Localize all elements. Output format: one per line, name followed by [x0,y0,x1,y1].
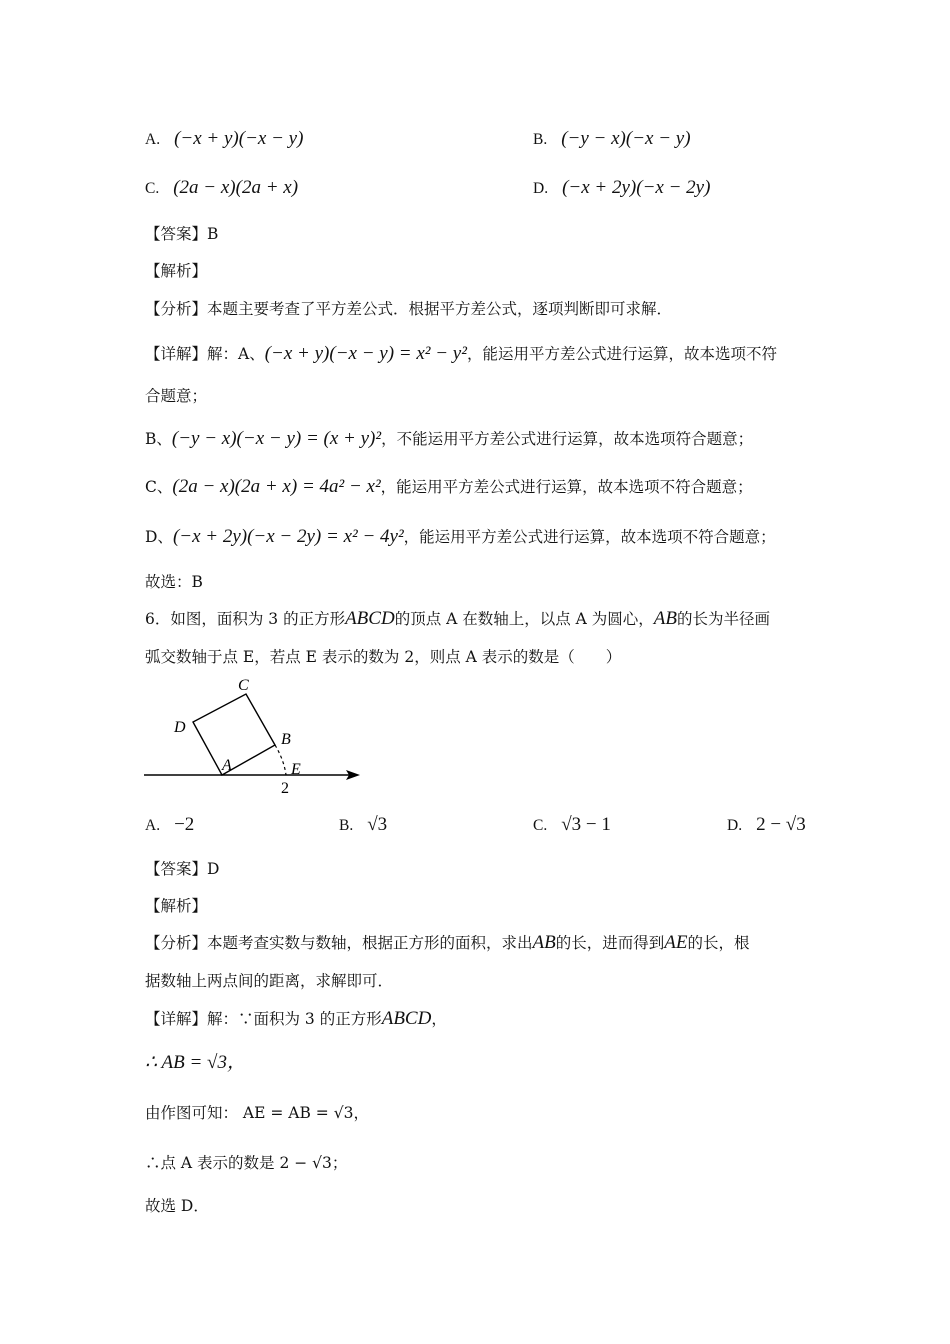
q5-analysis: 【分析】本题主要考查了平方差公式．根据平方差公式，逐项判断即可求解． [145,300,673,318]
option-expr: (−x + 2y)(−x − 2y) [562,177,711,198]
option-expr: (−y − x)(−x − y) [561,128,691,149]
option-expr: −2 [174,814,195,835]
q5-detail-a [145,343,777,365]
detail-expr: (−y − x)(−x − y) = (x + y)² [171,428,382,449]
label-d: D [174,719,186,736]
q5-detail-d [145,526,776,548]
option-label: A. [145,817,161,834]
detail-text: ∴点 A 表示的数是 2 − √3； [145,1154,348,1172]
q6-detail-line-3 [145,1102,369,1124]
option-label: D. [727,817,743,834]
analysis-math: AE [664,932,688,953]
detail-text: 【详解】解：∵面积为 3 的正方形 [145,1010,382,1028]
q6-analysis-head: 【解析】 [145,897,208,915]
q5-option-d [533,177,710,200]
q5-detail-a-cont: 合题意； [145,387,208,405]
label-a: A [222,757,232,774]
label-two: 2 [281,780,289,797]
analysis-text: 的长，进而得到 [555,934,665,952]
detail-math: ∴ AB = √3， [145,1052,246,1073]
q6-analysis-line-2: 据数轴上两点间的距离，求解即可． [145,972,394,990]
option-label: C. [533,817,548,834]
detail-text: 由作图可知： AE = AB = √3， [145,1104,369,1122]
q5-conclusion: 故选：B [145,573,203,591]
detail-math: ABCD [381,1008,432,1029]
q6-stem-line-1 [145,608,770,630]
q5-option-b [533,128,691,151]
detail-expr: (2a − x)(2a + x) = 4a² − x² [172,476,381,497]
detail-expr: (−x + 2y)(−x − 2y) = x² − 4y² [172,526,404,547]
label-b: B [281,731,291,748]
stem-math: AB [653,608,678,629]
option-expr: √3 − 1 [561,814,611,835]
detail-prefix: C、 [145,478,173,496]
option-label: B. [533,131,548,148]
q6-analysis-line-1 [145,932,749,954]
q6-detail-line-4 [145,1152,347,1174]
option-label: D. [533,180,549,197]
arc-ab-to-e [275,745,286,775]
q5-detail-c [145,476,753,498]
detail-prefix: D、 [145,528,173,546]
option-label: B. [339,817,354,834]
option-label: A. [145,131,161,148]
analysis-text: 【分析】本题考查实数与数轴，根据正方形的面积，求出 [145,934,533,952]
detail-text: ， [431,1010,447,1028]
q6-option-d [727,814,806,837]
option-expr: √3 [367,814,388,835]
q6-figure [140,672,380,802]
detail-prefix: B、 [145,430,172,448]
option-expr: 2 − √3 [756,814,806,835]
label-c: C [238,677,249,694]
q5-option-c [145,177,298,200]
q6-stem-line-2: 弧交数轴于点 E，若点 E 表示的数为 2，则点 A 表示的数是（ ） [145,648,622,666]
q5-answer: 【答案】B [145,225,219,243]
option-expr: (−x + y)(−x − y) [174,128,304,149]
q6-option-a [145,814,194,837]
square-abcd [193,694,275,775]
detail-prefix: 【详解】解：A、 [145,345,265,363]
analysis-math: AB [532,932,556,953]
option-label: C. [145,180,160,197]
option-expr: (2a − x)(2a + x) [173,177,299,198]
detail-suffix: ，能运用平方差公式进行运算，故本选项不符 [466,345,777,363]
q5-detail-b [145,428,753,450]
q6-option-b [339,814,387,837]
detail-suffix: ，不能运用平方差公式进行运算，故本选项符合题意； [381,430,754,448]
stem-text: 的长为半径画 [677,610,771,628]
stem-math: ABCD [345,608,395,629]
q5-option-a [145,128,303,151]
q6-option-c [533,814,611,837]
q6-answer: 【答案】D [145,860,220,878]
stem-text: 6．如图，面积为 3 的正方形 [145,610,346,628]
detail-suffix: ，能运用平方差公式进行运算，故本选项不符合题意； [403,528,776,546]
label-e: E [291,761,301,778]
detail-suffix: ，能运用平方差公式进行运算，故本选项不符合题意； [380,478,753,496]
q6-detail-line-2 [145,1052,246,1074]
analysis-text: 的长，根 [687,934,750,952]
q5-analysis-head: 【解析】 [145,262,208,280]
stem-text: 的顶点 A 在数轴上，以点 A 为圆心， [394,610,654,628]
detail-expr: (−x + y)(−x − y) = x² − y² [264,343,467,364]
q6-detail-line-1 [145,1008,447,1030]
q6-conclusion: 故选 D． [145,1197,209,1215]
